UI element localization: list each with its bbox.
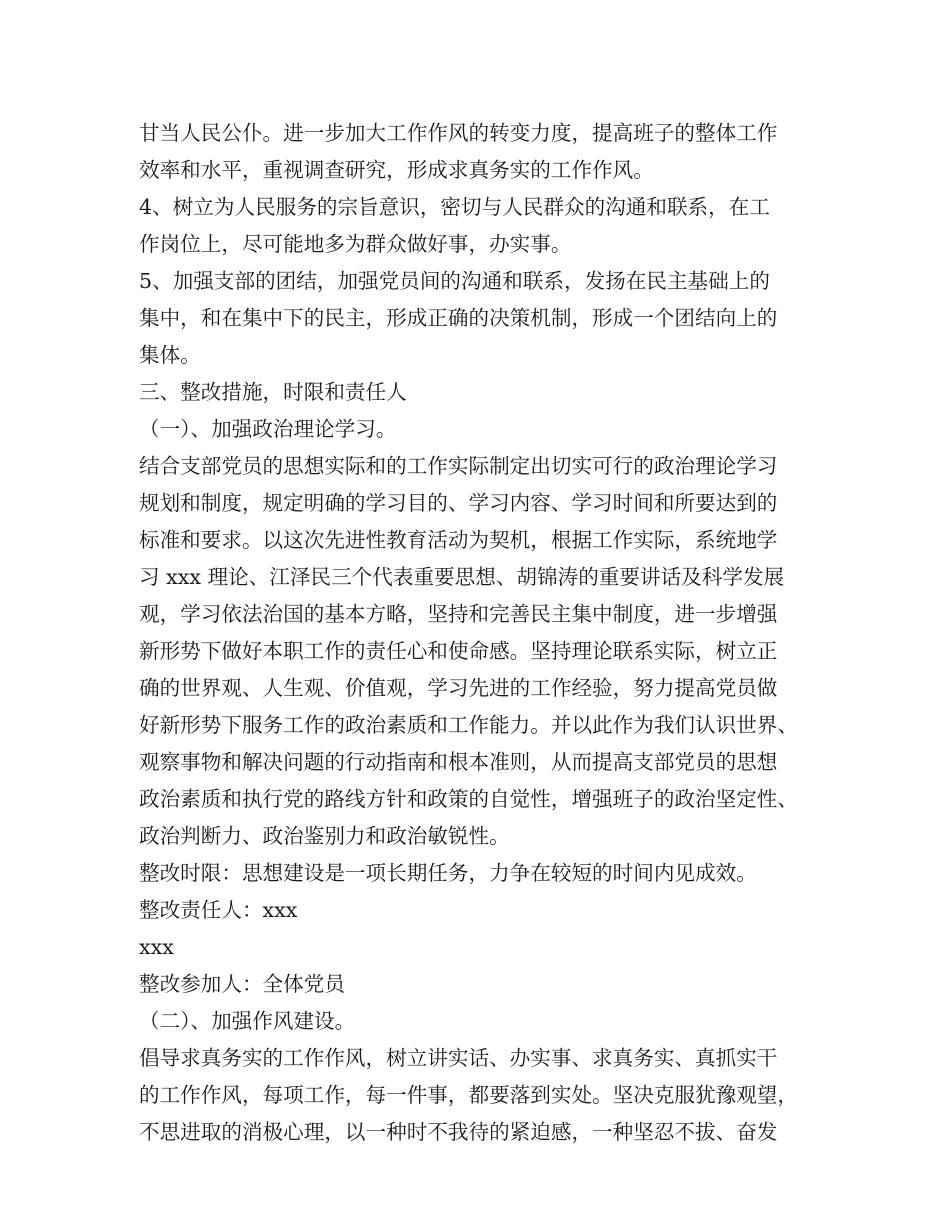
text-line: 政治素质和执行党的路线方针和政策的自觉性，增强班子的政治坚定性、: [139, 787, 798, 811]
text-line: 标准和要求。以这次先进性教育活动为契机，根据工作实际，系统地学: [139, 528, 778, 552]
text-line: 倡导求真务实的工作作风，树立讲实话、办实事、求真务实、真抓实干: [139, 1046, 778, 1070]
text-line: 作岗位上，尽可能地多为群众做好事，办实事。: [139, 232, 572, 256]
responsible-person-line: 整改责任人：xxx: [139, 898, 298, 922]
text-line: 规划和制度，规定明确的学习目的、学习内容、学习时间和所要达到的: [139, 491, 778, 515]
text-line: 结合支部党员的思想实际和的工作实际制定出切实可行的政治理论学习: [139, 454, 778, 478]
text-line: 集中，和在集中下的民主，形成正确的决策机制，形成一个团结向上的: [139, 306, 778, 330]
text-line: 4、树立为人民服务的宗旨意识，密切与人民群众的沟通和联系，在工: [139, 195, 770, 219]
text-line: 甘当人民公仆。进一步加大工作作风的转变力度，提高班子的整体工作: [139, 121, 778, 145]
text-line: 的工作作风，每项工作，每一件事，都要落到实处。坚决克服犹豫观望，: [139, 1083, 798, 1107]
text-line: 5、加强支部的团结，加强党员间的沟通和联系，发扬在民主基础上的: [139, 269, 770, 293]
text-line: 政治判断力、政治鉴别力和政治敏锐性。: [139, 824, 510, 848]
section-heading: 三、整改措施，时限和责任人: [139, 380, 407, 404]
text-line: 习 xxx 理论、江泽民三个代表重要思想、胡锦涛的重要讲话及科学发展: [139, 565, 785, 589]
deadline-line: 整改时限：思想建设是一项长期任务，力争在较短的时间内见成效。: [139, 861, 757, 885]
text-line: 集体。: [139, 343, 201, 367]
responsible-person-line: xxx: [139, 935, 174, 959]
text-line: 新形势下做好本职工作的责任心和使命感。坚持理论联系实际，树立正: [139, 639, 778, 663]
text-line: 好新形势下服务工作的政治素质和工作能力。并以此作为我们认识世界、: [139, 713, 798, 737]
text-line: 确的世界观、人生观、价值观，学习先进的工作经验，努力提高党员做: [139, 676, 778, 700]
subsection-heading: （一）、加强政治理论学习。: [139, 417, 397, 441]
text-line: 效率和水平，重视调查研究，形成求真务实的工作作风。: [139, 158, 654, 182]
subsection-heading: （二）、加强作风建设。: [139, 1009, 356, 1033]
text-line: 不思进取的消极心理，以一种时不我待的紧迫感，一种坚忍不拔、奋发: [139, 1120, 778, 1144]
participants-line: 整改参加人：全体党员: [139, 972, 345, 996]
text-line: 观察事物和解决问题的行动指南和根本准则，从而提高支部党员的思想: [139, 750, 778, 774]
document-body: [139, 115, 829, 1151]
text-line: 观，学习依法治国的基本方略，坚持和完善民主集中制度，进一步增强: [139, 602, 778, 626]
